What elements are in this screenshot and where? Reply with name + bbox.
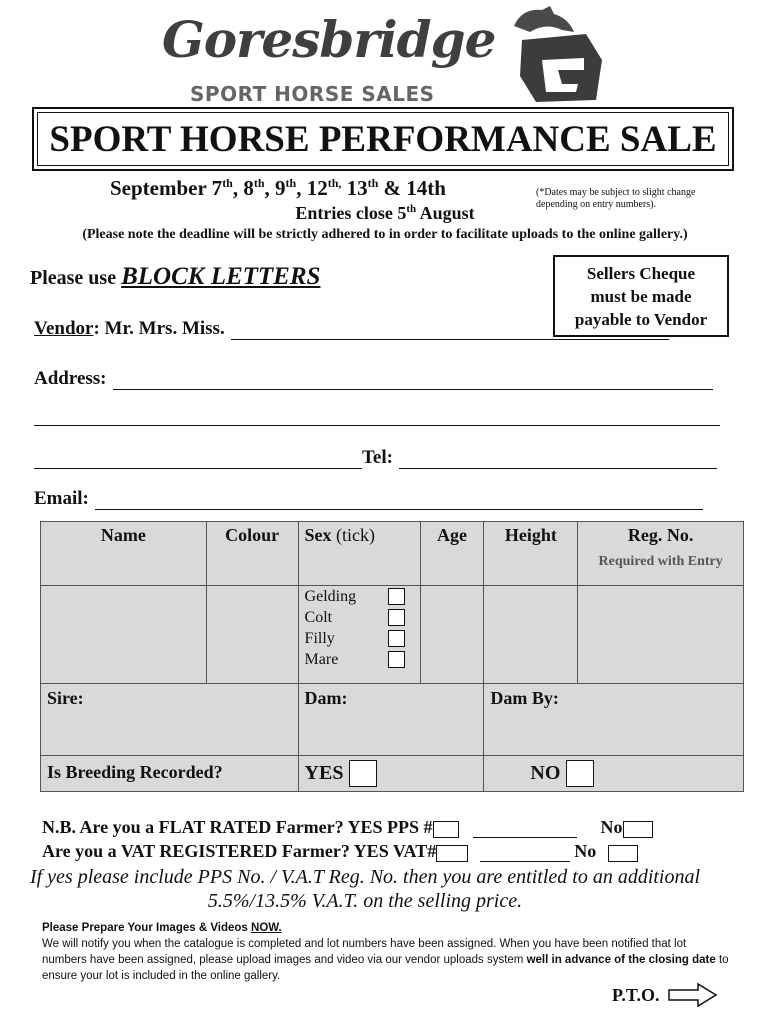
breeding-yes-cell: YES xyxy=(298,756,484,792)
vat-question: Are you a VAT REGISTERED Farmer? YES VAT# No xyxy=(42,841,638,862)
pedigree-row xyxy=(41,684,744,756)
reg-no-cell[interactable] xyxy=(578,586,744,684)
sale-title-box xyxy=(32,107,734,171)
sellers-cheque-note: Sellers Cheque must be made payable to Vendor xyxy=(553,255,729,337)
sex-option-filly[interactable]: Filly xyxy=(305,628,405,649)
col-reg-no: Reg. No. Required with Entry xyxy=(578,522,744,586)
gelding-checkbox[interactable] xyxy=(388,588,405,605)
colour-cell[interactable] xyxy=(206,586,298,684)
col-colour: Colour xyxy=(206,522,298,586)
breeding-row xyxy=(41,756,744,792)
address-line-2-row xyxy=(34,408,720,426)
height-cell[interactable] xyxy=(484,586,578,684)
mare-checkbox[interactable] xyxy=(388,651,405,668)
address-field: Address: xyxy=(34,368,713,390)
arrow-right-icon xyxy=(668,982,718,1008)
col-name: Name xyxy=(41,522,207,586)
breeding-yes-checkbox[interactable] xyxy=(349,760,377,787)
prepare-body: We will notify you when the catalogue is completed and lot numbers have been assigned. When you have been notified that lot numbers have been assigned, please upload images and video via our vendor uploads system well in advance of the closing date to ensure your lot is included in the online gallery. xyxy=(42,938,729,982)
please-turn-over: P.T.O. xyxy=(612,982,718,1008)
sex-option-colt[interactable]: Colt xyxy=(305,607,405,628)
email-field: Email: xyxy=(34,488,703,510)
sire-cell[interactable]: Sire: xyxy=(41,684,299,756)
address-line-1[interactable] xyxy=(113,372,713,390)
prepare-title: Please Prepare Your Images & Videos NOW. xyxy=(42,922,282,934)
prepare-images-notice xyxy=(42,920,732,984)
pps-number-line[interactable] xyxy=(473,821,577,838)
address-line-2[interactable] xyxy=(34,408,720,426)
logo-wordmark: Goresbridge xyxy=(162,10,496,69)
col-sex: Sex (tick) xyxy=(298,522,420,586)
breeding-question: Is Breeding Recorded? xyxy=(41,756,299,792)
colt-checkbox[interactable] xyxy=(388,609,405,626)
tel-row: Tel: xyxy=(34,447,717,469)
sex-option-mare[interactable]: Mare xyxy=(305,649,405,670)
email-line[interactable] xyxy=(95,492,703,510)
breeding-no-cell: NO xyxy=(484,756,744,792)
name-cell[interactable] xyxy=(41,586,207,684)
vendor-field: Vendor : Mr. Mrs. Miss. xyxy=(34,318,669,340)
col-height: Height xyxy=(484,522,578,586)
block-letters-instruction: Please use BLOCK LETTERS xyxy=(30,263,321,290)
dates-note: (*Dates may be subject to slight change depending on entry numbers). xyxy=(536,187,696,210)
vat-entitlement-note: If yes please include PPS No. / V.A.T Reg. No. then you are entitled to an additional 5.5%/13.5% V.A.T. on the selling price. xyxy=(29,866,701,912)
vat-no-checkbox[interactable] xyxy=(608,845,638,862)
tel-line[interactable] xyxy=(399,451,717,469)
vat-number-line[interactable] xyxy=(480,845,570,862)
age-cell[interactable] xyxy=(420,586,484,684)
sex-option-gelding[interactable]: Gelding xyxy=(305,586,405,607)
logo-subtitle: SPORT HORSE SALES xyxy=(190,82,435,106)
pps-no-checkbox[interactable] xyxy=(623,821,653,838)
filly-checkbox[interactable] xyxy=(388,630,405,647)
goresbridge-logo xyxy=(160,4,620,104)
horse-details-table xyxy=(40,521,744,792)
entries-close: Entries close 5th August xyxy=(295,203,475,223)
deadline-note: (Please note the deadline will be strictly adhered to in order to facilitate uploads to the online gallery.) xyxy=(82,227,688,242)
vat-yes-checkbox[interactable] xyxy=(436,845,468,862)
horse-entry-row xyxy=(41,586,744,684)
breeding-no-checkbox[interactable] xyxy=(566,760,594,787)
horse-g-emblem-icon xyxy=(500,4,615,104)
pps-yes-checkbox[interactable] xyxy=(433,821,459,838)
table-header-row xyxy=(41,522,744,586)
sale-dates: September 7th, 8th, 9th, $12^{th,}$ 13th & 14th xyxy=(110,176,446,200)
vendor-name-line[interactable] xyxy=(231,322,669,340)
address-line-3[interactable] xyxy=(34,451,362,469)
sex-cell xyxy=(298,586,420,684)
col-age: Age xyxy=(420,522,484,586)
flat-rated-question: N.B. Are you a FLAT RATED Farmer? YES PPS # No xyxy=(42,817,653,838)
sale-title: SPORT HORSE PERFORMANCE SALE xyxy=(37,112,729,166)
dam-cell[interactable]: Dam: xyxy=(298,684,484,756)
dam-by-cell[interactable]: Dam By: xyxy=(484,684,744,756)
